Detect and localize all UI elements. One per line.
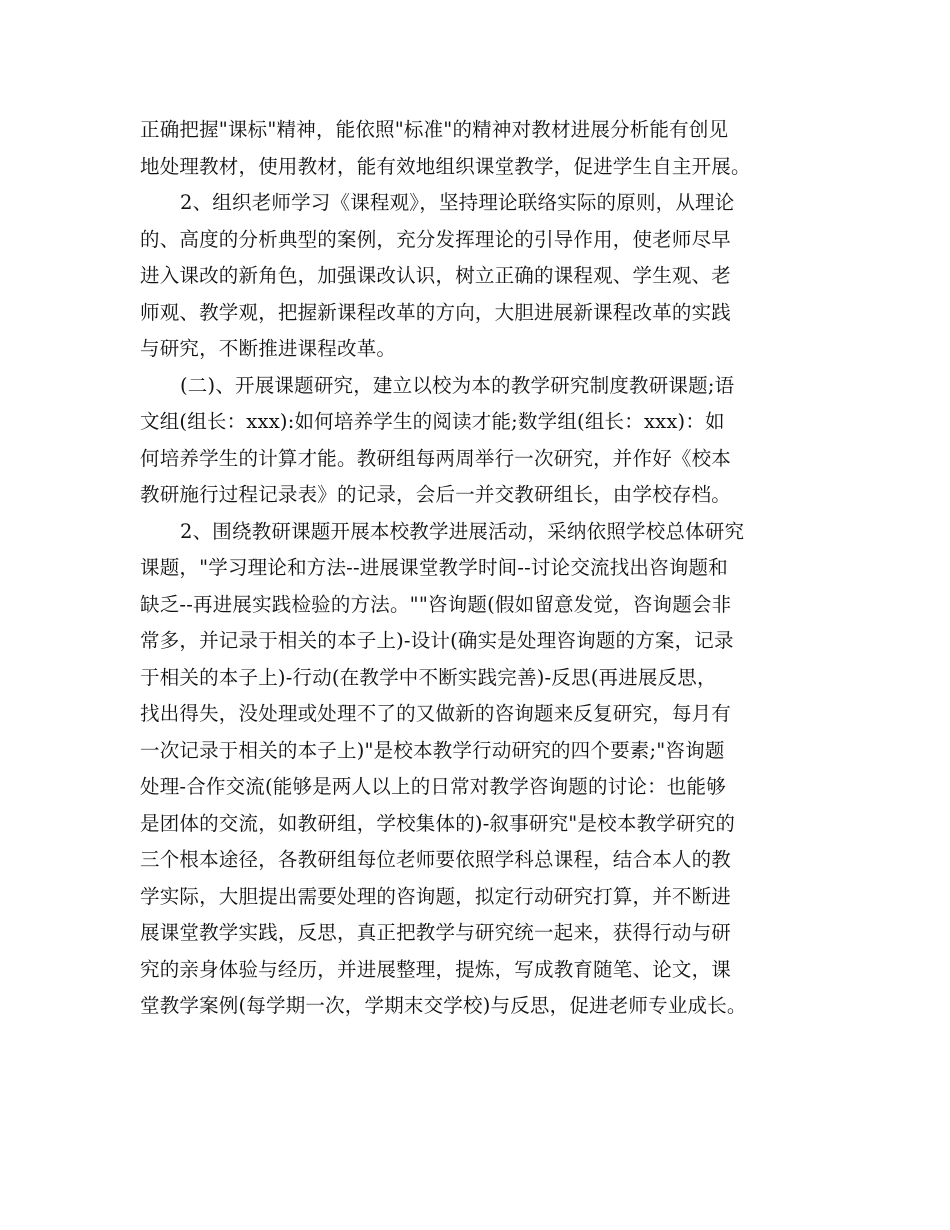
- text-line: 文组(组长：xxx):如何培养学生的阅读才能;数学组(组长：xxx)：如: [140, 410, 725, 433]
- text-line: 缺乏--再进展实践检验的方法。""咨询题(假如留意发觉，咨询题会非: [140, 592, 732, 616]
- text-line: 学实际，大胆提出需要处理的咨询题，拟定行动研究打算，并不断进: [140, 884, 732, 908]
- text-line: 展课堂教学实践，反思，真正把教学与研究统一起来，获得行动与研: [140, 921, 732, 944]
- text-line: 堂教学案例(每学期一次，学期末交学校)与反思，促进老师专业成长。: [140, 994, 747, 1017]
- text-line: 2、组织老师学习《课程观》，坚持理论联络实际的原则，从理论: [180, 191, 735, 214]
- text-line: 师观、教学观，把握新课程改革的方向，大胆进展新课程改革的实践: [140, 300, 732, 324]
- text-line: 何培养学生的计算才能。教研组每两周举行一次研究，并作好《校本: [140, 446, 732, 470]
- text-line: (二)、开展课题研究，建立以校为本的教学研究制度教研课题;语: [180, 373, 735, 397]
- text-line: 地处理教材，使用教材，能有效地组织课堂教学，促进学生自主开展。: [140, 154, 751, 178]
- text-line: 2、围绕教研课题开展本校教学进展活动，采纳依照学校总体研究: [180, 519, 745, 543]
- text-line: 一次记录于相关的本子上)"是校本教学行动研究的四个要素;"咨询题: [140, 738, 725, 762]
- text-line: 三个根本途径，各教研组每位老师要依照学科总课程，结合本人的教: [140, 848, 732, 871]
- text-line: 与研究，不断推进课程改革。: [140, 337, 397, 360]
- text-line: 是团体的交流，如教研组，学校集体的)-叙事研究"是校本教学研究的: [140, 811, 736, 835]
- text-line: 教研施行过程记录表》的记录，会后一并交教研组长，由学校存档。: [140, 483, 732, 506]
- text-line: 常多，并记录于相关的本子上)-设计(确实是处理咨询题的方案，记录: [140, 629, 734, 652]
- text-line: 于相关的本子上)-行动(在教学中不断实践完善)-反思(再进展反思，: [140, 665, 717, 689]
- text-line: 课题，"学习理论和方法--进展课堂教学时间--讨论交流找出咨询题和: [140, 556, 728, 579]
- text-line: 找出得失，没处理或处理不了的又做新的咨询题来反复研究，每月有: [140, 702, 732, 725]
- text-line: 究的亲身体验与经历，并进展整理，提炼，写成教育随笔、论文，课: [140, 957, 732, 981]
- text-line: 的、高度的分析典型的案例，充分发挥理论的引导作用，使老师尽早: [140, 227, 732, 251]
- text-line: 正确把握"课标"精神，能依照"标准"的精神对教材进展分析能有创见: [140, 118, 729, 141]
- text-line: 进入课改的新角色，加强课改认识，树立正确的课程观、学生观、老: [140, 264, 732, 287]
- document-body: [140, 112, 820, 1025]
- text-line: 处理-合作交流(能够是两人以上的日常对教学咨询题的讨论：也能够: [140, 775, 726, 798]
